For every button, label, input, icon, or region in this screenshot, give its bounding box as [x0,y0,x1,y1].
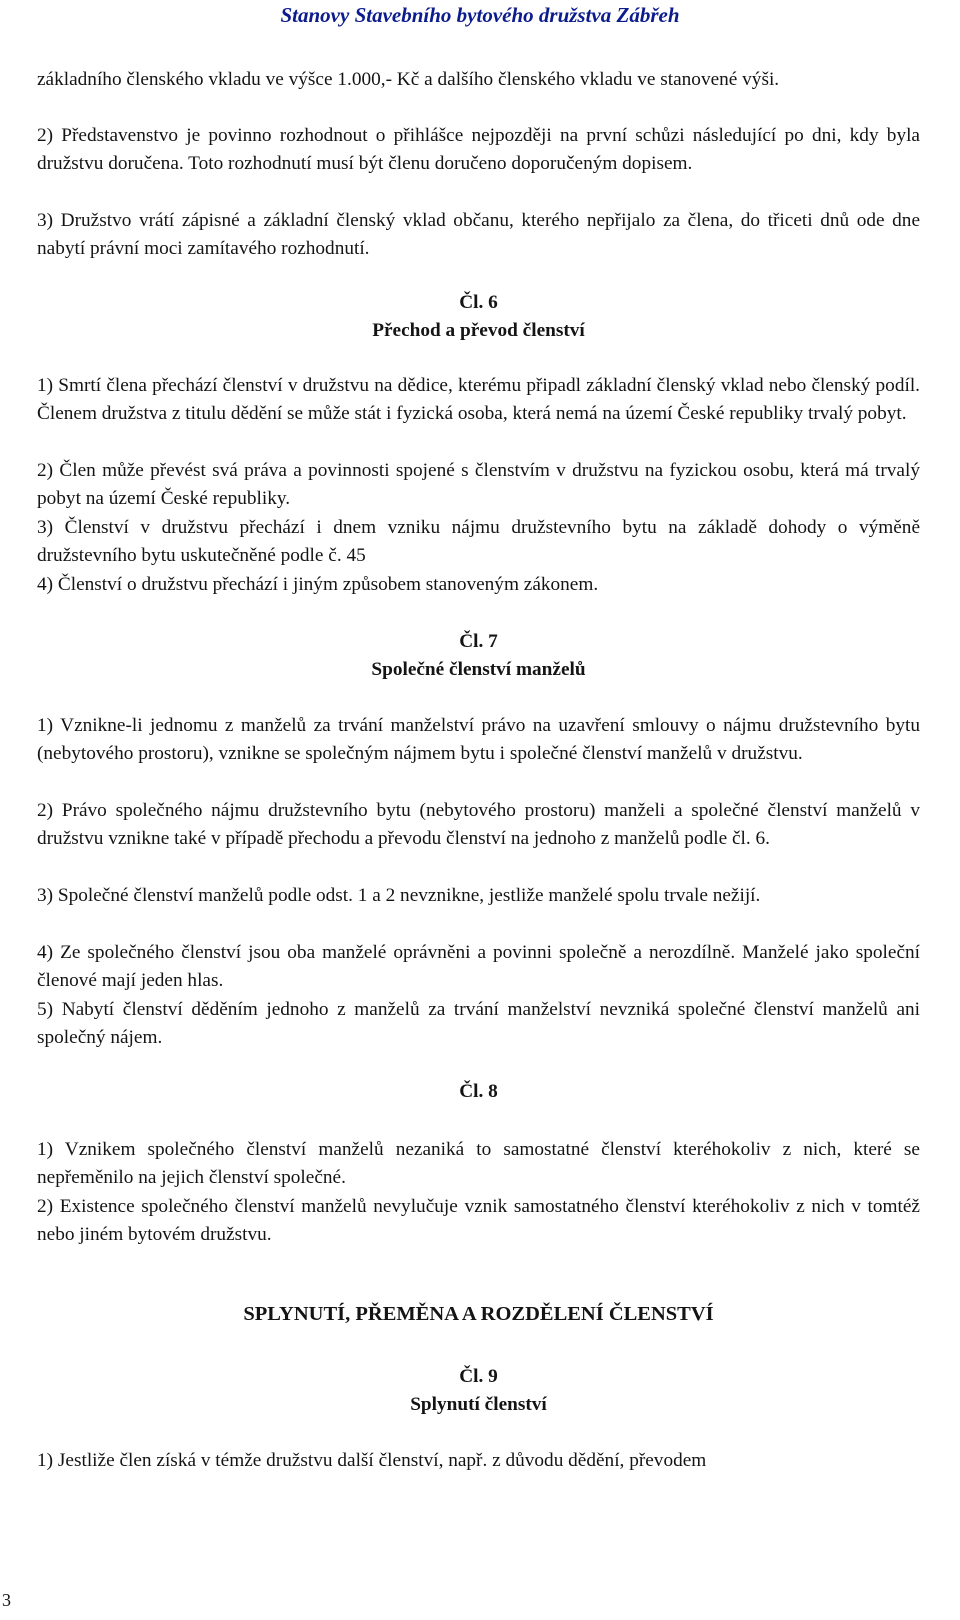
part-title: SPLYNUTÍ, PŘEMĚNA A ROZDĚLENÍ ČLENSTVÍ [243,1303,714,1325]
list-item [37,939,920,996]
item-text: Ze společného členství jsou oba manželé oprávněni a povinni společně a nerozdílně. Manželé jako společní členové mají jeden hlas. [37,942,920,992]
list-item [37,882,920,910]
item-text: Družstvo vrátí zápisné a základní členský vklad občanu, kterého nepřijalo za člena, do třiceti dnů ode dne nabytí právní moci zamítavého rozhodnutí. [37,210,921,260]
item-number: 2) [37,460,54,481]
article-number: Čl. 7 [459,631,498,652]
item-text: Členství o družstvu přechází i jiným způsobem stanoveným zákonem. [57,574,599,595]
list-item [37,1447,920,1475]
article-number: Čl. 6 [459,292,498,313]
item-number: 2) [37,125,54,146]
list-item [37,571,920,599]
list-item [37,797,920,854]
list-item [37,1136,920,1193]
item-text: Právo společného nájmu družstevního bytu (nebytového prostoru) manželi a společné členství manželů v družstvu vznikne také v případě přechodu a převodu členství na jednoho z manželů podle čl. 6. [37,800,920,850]
intro-continuation: základního členského vkladu ve výšce 1.000,- Kč a dalšího členského vkladu ve stanovené výši. [37,69,780,90]
item-text: Vznikem společného členství manželů nezaniká to samostatné členství kteréhokoliv z nich, které se nepřeměnilo na jejich členství společné. [37,1139,920,1189]
article-number: Čl. 9 [459,1366,498,1387]
list-item [37,1193,920,1250]
list-item [37,514,920,571]
item-text: Jestliže člen získá v témže družstvu další členství, např. z důvodu dědění, převodem [57,1450,707,1471]
item-number: 1) [37,375,54,396]
running-header: Stanovy Stavebního bytového družstva Zábřeh [280,3,680,27]
item-number: 1) [37,715,54,736]
item-text: Vznikne-li jednomu z manželů za trvání manželství právo na uzavření smlouvy o nájmu družstevního bytu (nebytového prostoru), vznikne se společným nájmem bytu i společné členství manželů v družstvu. [37,715,920,765]
item-number: 5) [37,999,54,1020]
item-number: 2) [37,800,54,821]
item-text: Nabytí členství děděním jednoho z manželů za trvání manželství nevzniká společné členství manželů ani společný nájem. [37,999,920,1049]
list-item [37,457,920,514]
item-text: Člen může převést svá práva a povinnosti spojené s členstvím v družstvu na fyzickou osobu, která má trvalý pobyt na území České republiky. [37,460,920,510]
list-item [37,712,920,769]
list-item [37,372,920,429]
item-number: 3) [37,517,54,538]
item-number: 2) [37,1196,54,1217]
article-number: Čl. 8 [459,1081,498,1102]
article-title: Společné členství manželů [371,659,586,680]
article-title: Splynutí členství [410,1394,547,1415]
item-text: Smrtí člena přechází členství v družstvu na dědice, kterému připadl základní členský vklad nebo členský podíl. Členem družstva z titulu dědění se může stát i fyzická osoba, která nemá na území České republiky trvalý pobyt. [37,375,920,425]
item-text: Představenstvo je povinno rozhodnout o přihlášce nejpozději na první schůzi následující po dni, kdy byla družstvu doručena. Toto rozhodnutí musí být členu doručeno doporučeným dopisem. [37,125,920,175]
item-number: 3) [37,210,54,231]
item-number: 4) [37,574,54,595]
page-number: 3 [2,1590,11,1610]
item-number: 1) [37,1450,54,1471]
item-text: Členství v družstvu přechází i dnem vzniku nájmu družstevního bytu na základě dohody o výměně družstevního bytu uskutečněné podle č. 45 [37,517,921,567]
item-number: 3) [37,885,54,906]
item-text: Společné členství manželů podle odst. 1 a 2 nevznikne, jestliže manželé spolu trvale nežijí. [57,885,761,906]
item-number: 1) [37,1139,54,1160]
list-item [37,122,920,179]
article-title: Přechod a převod členství [372,320,585,341]
item-text: Existence společného členství manželů nevylučuje vznik samostatného členství kteréhokoliv z nich v tomtéž nebo jiném bytovém družstvu. [37,1196,920,1246]
list-item [37,207,920,264]
item-number: 4) [37,942,54,963]
list-item [37,996,920,1053]
